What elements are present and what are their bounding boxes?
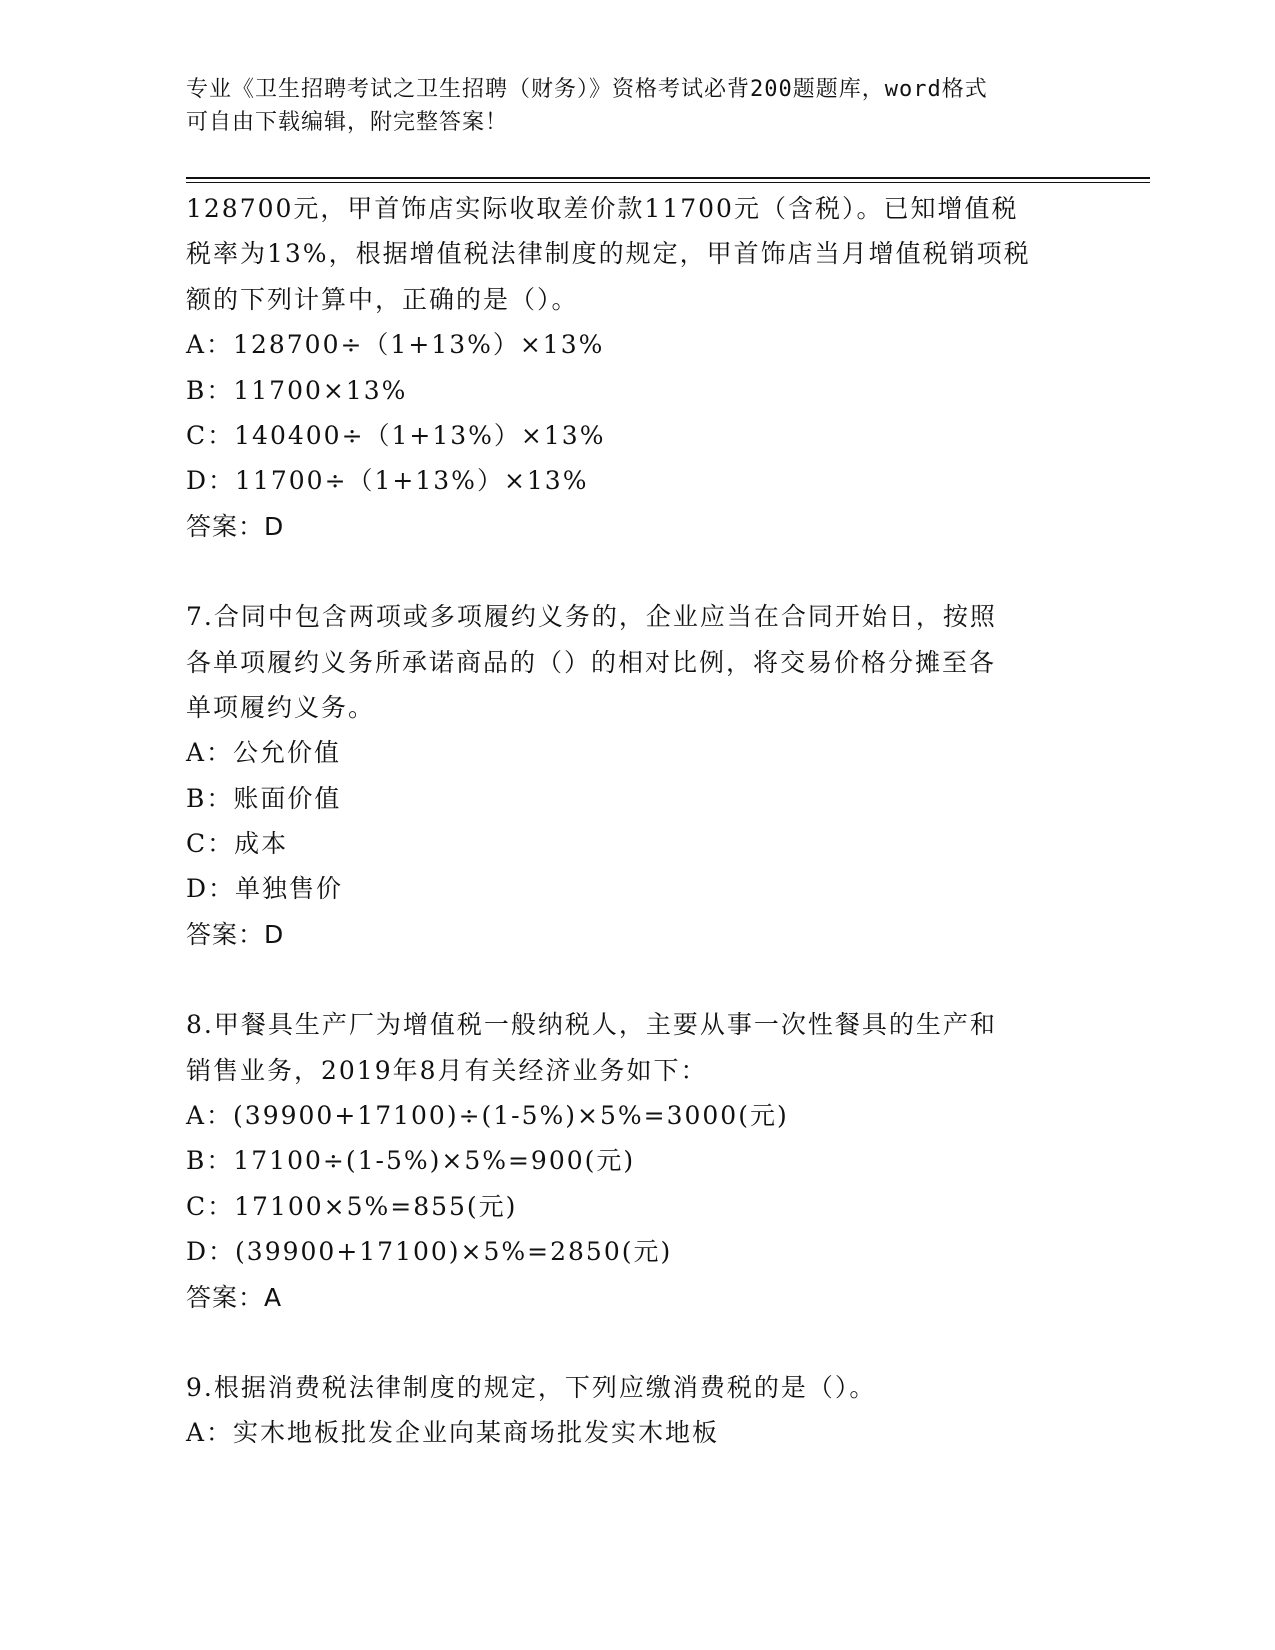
option-d: D：(39900+17100)×5%=2850(元) xyxy=(186,1237,673,1267)
option-b: B：17100÷(1-5%)×5%=900(元) xyxy=(186,1146,636,1176)
option-a: A：128700÷（1+13%）×13% xyxy=(186,330,605,360)
document-header xyxy=(186,73,1086,139)
option-a: A：(39900+17100)÷(1-5%)×5%=3000(元) xyxy=(186,1101,789,1131)
question-stem-line: 9.根据消费税法律制度的规定，下列应缴消费税的是（）。 xyxy=(186,1372,877,1402)
option-c: C：140400÷（1+13%）×13% xyxy=(186,420,606,450)
option-b: B：11700×13% xyxy=(186,375,408,405)
spacer xyxy=(186,957,1086,1002)
question-stem-line: 税率为13%，根据增值税法律制度的规定，甲首饰店当月增值税销项税 xyxy=(186,239,1031,269)
option-b: B：账面价值 xyxy=(186,783,342,813)
question-list xyxy=(186,186,1086,1456)
question-9 xyxy=(186,1365,1086,1456)
option-a: A：公允价值 xyxy=(186,738,342,768)
question-7 xyxy=(186,594,1086,957)
question-stem-line: 额的下列计算中，正确的是（）。 xyxy=(186,284,579,314)
header-line-1: 专业《卫生招聘考试之卫生招聘（财务）》资格考试必背200题题库，word格式 xyxy=(186,77,988,102)
question-stem-line: 各单项履约义务所承诺商品的（）的相对比例，将交易价格分摊至各 xyxy=(186,647,997,677)
answer-line: 答案：A xyxy=(186,1282,283,1312)
answer-line: 答案：D xyxy=(186,511,285,541)
option-c: C：成本 xyxy=(186,829,289,859)
option-c: C：17100×5%=855(元) xyxy=(186,1191,518,1221)
question-8 xyxy=(186,1002,1086,1320)
question-stem-line: 单项履约义务。 xyxy=(186,692,376,722)
question-stem-line: 7.合同中包含两项或多项履约义务的，企业应当在合同开始日，按照 xyxy=(186,602,997,632)
question-stem-line: 8.甲餐具生产厂为增值税一般纳税人，主要从事一次性餐具的生产和 xyxy=(186,1010,997,1040)
question-stem-line: 销售业务，2019年8月有关经济业务如下： xyxy=(186,1055,708,1085)
header-line-2: 可自由下载编辑，附完整答案！ xyxy=(186,110,509,135)
option-d: D：单独售价 xyxy=(186,874,344,904)
option-d: D：11700÷（1+13%）×13% xyxy=(186,466,589,496)
spacer xyxy=(186,1320,1086,1365)
header-rule-thick xyxy=(186,177,1150,179)
question-6 xyxy=(186,186,1086,549)
question-stem-line: 128700元，甲首饰店实际收取差价款11700元（含税）。已知增值税 xyxy=(186,194,1019,223)
spacer xyxy=(186,549,1086,594)
option-a: A：实木地板批发企业向某商场批发实木地板 xyxy=(186,1418,720,1448)
answer-line: 答案：D xyxy=(186,919,285,949)
header-rule-thin xyxy=(186,182,1150,183)
